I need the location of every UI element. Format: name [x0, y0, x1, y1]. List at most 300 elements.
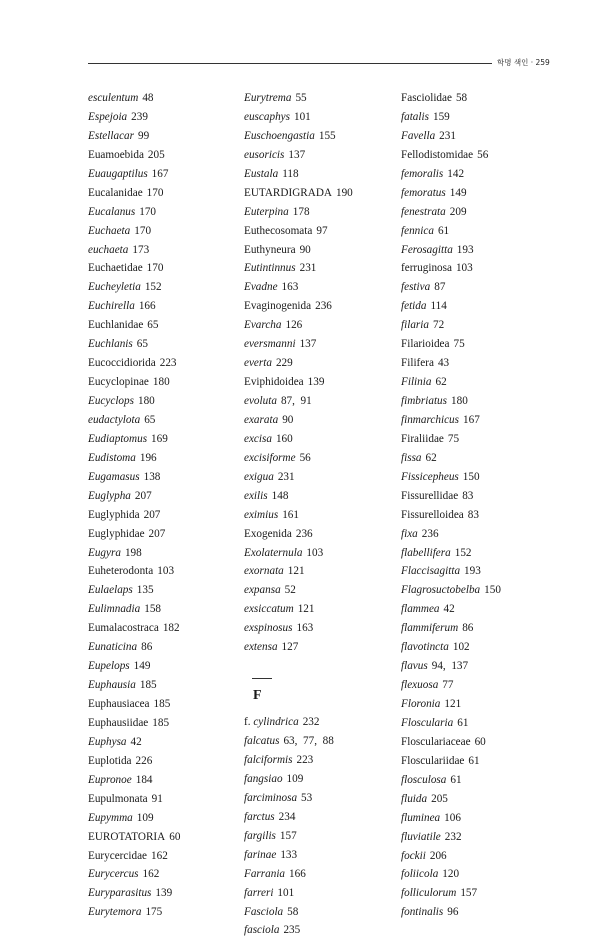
index-entry: [401, 89, 551, 108]
entry-page-numbers: 120: [442, 868, 460, 881]
entry-page-numbers: 75: [447, 432, 460, 445]
entry-term: fenestrata: [401, 205, 446, 218]
entry-page-numbers: 205: [147, 148, 165, 161]
entry-page-numbers: 103: [455, 262, 473, 275]
entry-term: fangsiao: [244, 772, 283, 785]
entry-page-numbers: 231: [299, 262, 317, 275]
index-entry: [401, 884, 551, 903]
entry-term: Flaccisagitta: [401, 565, 461, 578]
index-entry: [401, 562, 551, 581]
entry-page-numbers: 150: [462, 470, 480, 483]
index-entry: [244, 713, 394, 732]
index-entry: [244, 278, 394, 297]
entry-page-numbers: 235: [283, 924, 301, 937]
entry-page-numbers: 126: [285, 319, 303, 332]
entry-page-numbers: 56: [477, 148, 489, 161]
entry-term: Flagrosuctobelba: [401, 584, 481, 597]
entry-term: fasciola: [244, 924, 280, 937]
entry-page-numbers: 236: [315, 300, 332, 313]
entry-term: EUROTATORIA: [88, 830, 166, 843]
index-entry: [401, 638, 551, 657]
entry-term: Filarioidea: [401, 338, 450, 351]
index-entry: [244, 581, 394, 600]
entry-page-numbers: 48: [142, 92, 154, 104]
entry-term: Espejoia: [88, 110, 128, 123]
entry-term: Exogenida: [244, 527, 292, 540]
index-entry: [244, 222, 394, 241]
entry-term: Euglypha: [88, 489, 131, 502]
entry-page-numbers: 206: [429, 849, 447, 862]
entry-page-numbers: 205: [431, 792, 448, 805]
index-entry: [244, 921, 394, 940]
entry-page-numbers: 43: [437, 357, 450, 370]
index-entry: [401, 297, 551, 316]
index-entry: [88, 828, 238, 847]
entry-page-numbers: 207: [134, 489, 152, 502]
index-entry: [244, 525, 394, 544]
index-entry: [401, 146, 551, 165]
entry-term: Eurytemora: [88, 906, 142, 919]
index-entry: [401, 127, 551, 146]
index-entry: [401, 449, 551, 468]
entry-page-numbers: 83: [462, 489, 474, 502]
entry-term: Eudiaptomus: [88, 432, 148, 445]
entry-term: farciminosa: [244, 791, 298, 804]
entry-page-numbers: 223: [296, 754, 314, 766]
entry-page-numbers: 223: [159, 357, 177, 370]
index-entry: [244, 241, 394, 260]
index-entry: [88, 562, 238, 581]
index-entry: [401, 373, 551, 392]
entry-page-numbers: 231: [277, 470, 295, 483]
entry-term: Floronia: [401, 698, 441, 710]
index-entry: [401, 695, 551, 714]
index-entry: [88, 884, 238, 903]
entry-prefix: f.: [244, 716, 251, 729]
entry-page-numbers: 207: [143, 508, 161, 521]
index-column-3: [401, 89, 551, 922]
entry-term: fluminea: [401, 811, 441, 824]
index-entry: [88, 184, 238, 203]
index-entry: [244, 846, 394, 865]
entry-term: fockii: [401, 849, 426, 862]
entry-page-numbers: 167: [151, 167, 169, 180]
entry-page-numbers: 149: [449, 186, 467, 199]
entry-page-numbers: 157: [460, 887, 478, 900]
index-entry: [244, 903, 394, 922]
index-entry: [88, 165, 238, 184]
entry-term: finmarchicus: [401, 413, 460, 426]
entry-page-numbers: 118: [282, 167, 299, 180]
entry-page-numbers: 121: [287, 565, 305, 578]
index-entry: [401, 487, 551, 506]
entry-term: Euphausiidae: [88, 716, 149, 729]
entry-page-numbers: 63, 77, 88: [283, 735, 334, 748]
index-entry: [244, 146, 394, 165]
index-entry: [244, 487, 394, 506]
index-entry: [244, 468, 394, 487]
entry-page-numbers: 121: [444, 698, 462, 710]
entry-term: farctus: [244, 810, 275, 823]
index-entry: [88, 259, 238, 278]
entry-page-numbers: 86: [462, 622, 474, 635]
entry-page-numbers: 236: [295, 527, 313, 540]
entry-term: Floscularia: [401, 716, 454, 729]
index-entry: [244, 865, 394, 884]
index-entry: [244, 259, 394, 278]
index-entry: [401, 809, 551, 828]
entry-term: Fissurellidae: [401, 489, 459, 502]
entry-term: Eurytrema: [244, 92, 292, 104]
index-entry: [244, 430, 394, 449]
entry-term: flammea: [401, 603, 440, 616]
index-entry: [244, 316, 394, 335]
entry-term: fennica: [401, 224, 434, 237]
index-entry: [401, 828, 551, 847]
entry-term: flavotincta: [401, 641, 449, 654]
index-entry: [401, 714, 551, 733]
index-entry: [88, 127, 238, 146]
entry-term: Farrania: [244, 867, 286, 880]
entry-page-numbers: 152: [454, 546, 472, 559]
index-entry: [88, 430, 238, 449]
index-entry: [401, 771, 551, 790]
entry-term: Eudistoma: [88, 451, 136, 464]
entry-page-numbers: 229: [275, 357, 293, 370]
entry-page-numbers: 166: [289, 867, 306, 880]
entry-page-numbers: 58: [287, 905, 299, 918]
entry-term: EUTARDIGRADA: [244, 186, 332, 199]
entry-term: fluviatile: [401, 830, 441, 843]
entry-term: Fasciolidae: [401, 92, 452, 104]
entry-term: esculentum: [88, 92, 139, 104]
entry-term: Fasciola: [244, 905, 284, 918]
entry-page-numbers: 99: [138, 129, 150, 142]
entry-term: Eugyra: [88, 546, 121, 559]
entry-term: Filifera: [401, 357, 434, 370]
entry-term: eusoricis: [244, 148, 285, 161]
entry-page-numbers: 133: [280, 848, 298, 861]
entry-page-numbers: 101: [293, 110, 311, 123]
entry-page-numbers: 65: [136, 338, 148, 351]
entry-term: falcatus: [244, 735, 280, 748]
index-entry: [88, 297, 238, 316]
entry-page-numbers: 162: [151, 849, 168, 862]
entry-term: exsiccatum: [244, 603, 294, 616]
index-entry: [244, 638, 394, 657]
entry-term: fissa: [401, 451, 422, 464]
entry-page-numbers: 196: [139, 451, 157, 464]
index-entry: [244, 184, 394, 203]
index-entry: [244, 108, 394, 127]
index-entry: [401, 581, 551, 600]
index-entry: [244, 732, 394, 751]
entry-term: Euthecosomata: [244, 224, 313, 237]
entry-page-numbers: 190: [335, 186, 353, 199]
entry-term: Euplotida: [88, 754, 132, 767]
entry-term: femoralis: [401, 167, 444, 180]
entry-page-numbers: 236: [421, 527, 439, 540]
entry-term: Euheterodonta: [88, 565, 154, 578]
entry-page-numbers: 160: [275, 432, 293, 445]
index-entry: [244, 127, 394, 146]
index-entry: [401, 165, 551, 184]
index-entry: [88, 241, 238, 260]
entry-term: Euchlanis: [88, 338, 133, 351]
index-entry: [88, 771, 238, 790]
index-entry: [244, 808, 394, 827]
entry-page-numbers: 65: [147, 319, 159, 332]
entry-page-numbers: 169: [151, 432, 168, 445]
index-entry: [88, 373, 238, 392]
entry-page-numbers: 109: [286, 772, 304, 785]
entry-term: flosculosa: [401, 773, 447, 786]
index-entry: [88, 544, 238, 563]
entry-page-numbers: 158: [144, 603, 161, 616]
index-entry: [88, 809, 238, 828]
index-entry: [88, 847, 238, 866]
entry-page-numbers: 170: [146, 186, 164, 199]
entry-page-numbers: 159: [432, 110, 450, 123]
entry-term: Evaginogenida: [244, 300, 312, 313]
entry-page-numbers: 232: [444, 830, 462, 843]
entry-term: farreri: [244, 886, 274, 899]
entry-term: falciformis: [244, 754, 293, 766]
entry-term: fluida: [401, 792, 428, 805]
entry-term: Eucalanidae: [88, 186, 143, 199]
running-header: 학명 색인 · 259: [497, 58, 550, 67]
entry-term: Eulimnadia: [88, 603, 141, 616]
index-entry: [88, 108, 238, 127]
entry-term: Eupymma: [88, 811, 133, 824]
index-entry: [244, 354, 394, 373]
index-entry: [88, 865, 238, 884]
entry-term: Flosculariaceae: [401, 735, 471, 748]
entry-page-numbers: 163: [281, 281, 299, 294]
index-entry: [401, 430, 551, 449]
index-entry: [401, 903, 551, 922]
entry-page-numbers: 137: [288, 148, 306, 161]
entry-page-numbers: 198: [124, 546, 142, 559]
index-entry: [401, 733, 551, 752]
entry-term: ferruginosa: [401, 262, 452, 275]
entry-page-numbers: 86: [141, 641, 153, 654]
entry-term: Eurycercidae: [88, 849, 148, 862]
entry-page-numbers: 150: [484, 584, 501, 597]
entry-page-numbers: 61: [468, 754, 480, 767]
entry-term: euscaphys: [244, 110, 290, 123]
entry-term: fatalis: [401, 110, 429, 123]
index-entry: [244, 165, 394, 184]
entry-page-numbers: 173: [132, 243, 150, 256]
entry-term: Eviphidoidea: [244, 376, 304, 389]
entry-page-numbers: 185: [153, 698, 171, 710]
index-column-1: [88, 89, 238, 922]
index-entry: [244, 544, 394, 563]
entry-page-numbers: 184: [135, 773, 153, 786]
entry-term: filaria: [401, 319, 429, 332]
entry-term: exarata: [244, 413, 279, 426]
index-entry: [401, 600, 551, 619]
entry-term: Ferosagitta: [401, 243, 453, 256]
index-entry: [88, 695, 238, 714]
index-entry: [88, 222, 238, 241]
entry-term: Eupulmonata: [88, 792, 148, 805]
entry-page-numbers: 60: [169, 830, 181, 843]
entry-page-numbers: 135: [136, 584, 154, 597]
index-entry: [88, 619, 238, 638]
entry-term: Eumalacostraca: [88, 622, 159, 635]
entry-term: Eupronoe: [88, 773, 132, 786]
entry-term: eversmanni: [244, 338, 296, 351]
index-entry: [244, 89, 394, 108]
entry-term: Euthyneura: [244, 243, 296, 256]
entry-page-numbers: 157: [279, 829, 297, 842]
index-entry: [244, 203, 394, 222]
section-rule: [252, 678, 272, 679]
entry-term: Eucalanus: [88, 205, 136, 218]
entry-page-numbers: 138: [143, 470, 161, 483]
index-entry: [88, 146, 238, 165]
entry-page-numbers: 60: [474, 735, 486, 748]
index-entry: [88, 354, 238, 373]
entry-page-numbers: 72: [432, 319, 445, 332]
index-entry: [401, 108, 551, 127]
entry-term: Euchaetidae: [88, 262, 143, 275]
index-entry: [88, 335, 238, 354]
entry-page-numbers: 42: [443, 603, 455, 616]
index-entry: [401, 676, 551, 695]
entry-term: folliculorum: [401, 887, 457, 900]
section-letter-heading: F: [253, 688, 262, 704]
entry-term: excisiforme: [244, 451, 296, 464]
index-entry: [401, 752, 551, 771]
entry-term: excisa: [244, 432, 272, 445]
header-rule: [88, 63, 492, 64]
index-entry: [401, 506, 551, 525]
entry-term: foliicola: [401, 868, 439, 881]
entry-page-numbers: 226: [135, 754, 153, 767]
entry-term: Eucyclopinae: [88, 376, 149, 389]
entry-term: flammiferum: [401, 622, 459, 635]
entry-page-numbers: 167: [463, 413, 480, 426]
entry-page-numbers: 180: [451, 395, 468, 407]
entry-term: fimbriatus: [401, 395, 448, 407]
entry-term: evoluta: [244, 395, 277, 407]
index-entry: [88, 278, 238, 297]
entry-page-numbers: 170: [134, 224, 152, 237]
entry-term: Favella: [401, 129, 436, 142]
entry-page-numbers: 182: [162, 622, 180, 635]
entry-page-numbers: 103: [157, 565, 175, 578]
entry-term: Eucoccidiorida: [88, 357, 156, 370]
entry-page-numbers: 97: [316, 224, 328, 237]
entry-page-numbers: 61: [437, 224, 450, 237]
entry-term: Eucheyletia: [88, 281, 141, 294]
index-entry: [244, 789, 394, 808]
entry-term: Estellacar: [88, 129, 134, 142]
entry-term: Eupelops: [88, 660, 130, 673]
entry-page-numbers: 102: [452, 641, 470, 654]
index-entry: [88, 790, 238, 809]
entry-term: Firaliidae: [401, 432, 444, 445]
entry-page-numbers: 170: [146, 262, 164, 275]
entry-term: flavus: [401, 660, 428, 673]
index-entry: [401, 619, 551, 638]
entry-term: Eustala: [244, 167, 279, 180]
entry-page-numbers: 61: [457, 716, 469, 729]
entry-term: exilis: [244, 489, 268, 502]
entry-term: Fellodistomidae: [401, 148, 474, 161]
entry-term: flabellifera: [401, 546, 451, 559]
index-column-2: [244, 89, 394, 940]
entry-term: Euphausia: [88, 679, 136, 692]
entry-page-numbers: 91: [151, 792, 163, 805]
entry-term: Eugamasus: [88, 470, 140, 483]
entry-term: exigua: [244, 470, 274, 483]
index-entry: [244, 373, 394, 392]
entry-page-numbers: 209: [449, 205, 467, 218]
entry-page-numbers: 87, 91: [280, 395, 312, 407]
index-entry: [401, 468, 551, 487]
entry-page-numbers: 109: [136, 811, 154, 824]
entry-page-numbers: 103: [306, 546, 324, 559]
index-entry: [88, 657, 238, 676]
entry-term: femoratus: [401, 186, 446, 199]
entry-page-numbers: 52: [284, 584, 296, 597]
entry-page-numbers: 137: [299, 338, 317, 351]
entry-page-numbers: 101: [277, 886, 295, 899]
entry-term: exspinosus: [244, 622, 293, 635]
entry-page-numbers: 148: [271, 489, 289, 502]
entry-term: Euglyphidae: [88, 527, 145, 540]
entry-page-numbers: 180: [152, 376, 170, 389]
entry-term: Euschoengastia: [244, 129, 315, 142]
index-entry: [88, 392, 238, 411]
entry-term: Eunaticina: [88, 641, 138, 654]
entry-term: extensa: [244, 641, 278, 654]
section-spacer: [244, 657, 394, 666]
index-entry: [88, 449, 238, 468]
entry-term: euchaeta: [88, 243, 129, 256]
entry-page-numbers: 152: [144, 281, 162, 294]
entry-term: Euamoebida: [88, 148, 144, 161]
entry-term: eximius: [244, 508, 279, 521]
entry-page-numbers: 207: [148, 527, 166, 540]
entry-term: expansa: [244, 584, 281, 597]
entry-term: Filinia: [401, 376, 432, 389]
entry-page-numbers: 114: [430, 300, 447, 313]
entry-page-numbers: 65: [144, 413, 156, 426]
entry-page-numbers: 56: [299, 451, 311, 464]
index-entry: [88, 714, 238, 733]
index-entry: [401, 411, 551, 430]
index-entry: [401, 847, 551, 866]
entry-page-numbers: 139: [155, 887, 173, 900]
index-entry: [244, 335, 394, 354]
entry-page-numbers: 185: [139, 679, 157, 692]
index-entry: [401, 335, 551, 354]
index-entry: [401, 241, 551, 260]
index-entry: [88, 468, 238, 487]
entry-page-numbers: 77: [442, 679, 454, 692]
entry-page-numbers: 83: [467, 508, 479, 521]
entry-term: Euaugaptilus: [88, 167, 148, 180]
index-entry: [401, 203, 551, 222]
entry-page-numbers: 75: [453, 338, 465, 351]
entry-page-numbers: 127: [281, 641, 299, 654]
entry-page-numbers: 62: [425, 451, 437, 464]
